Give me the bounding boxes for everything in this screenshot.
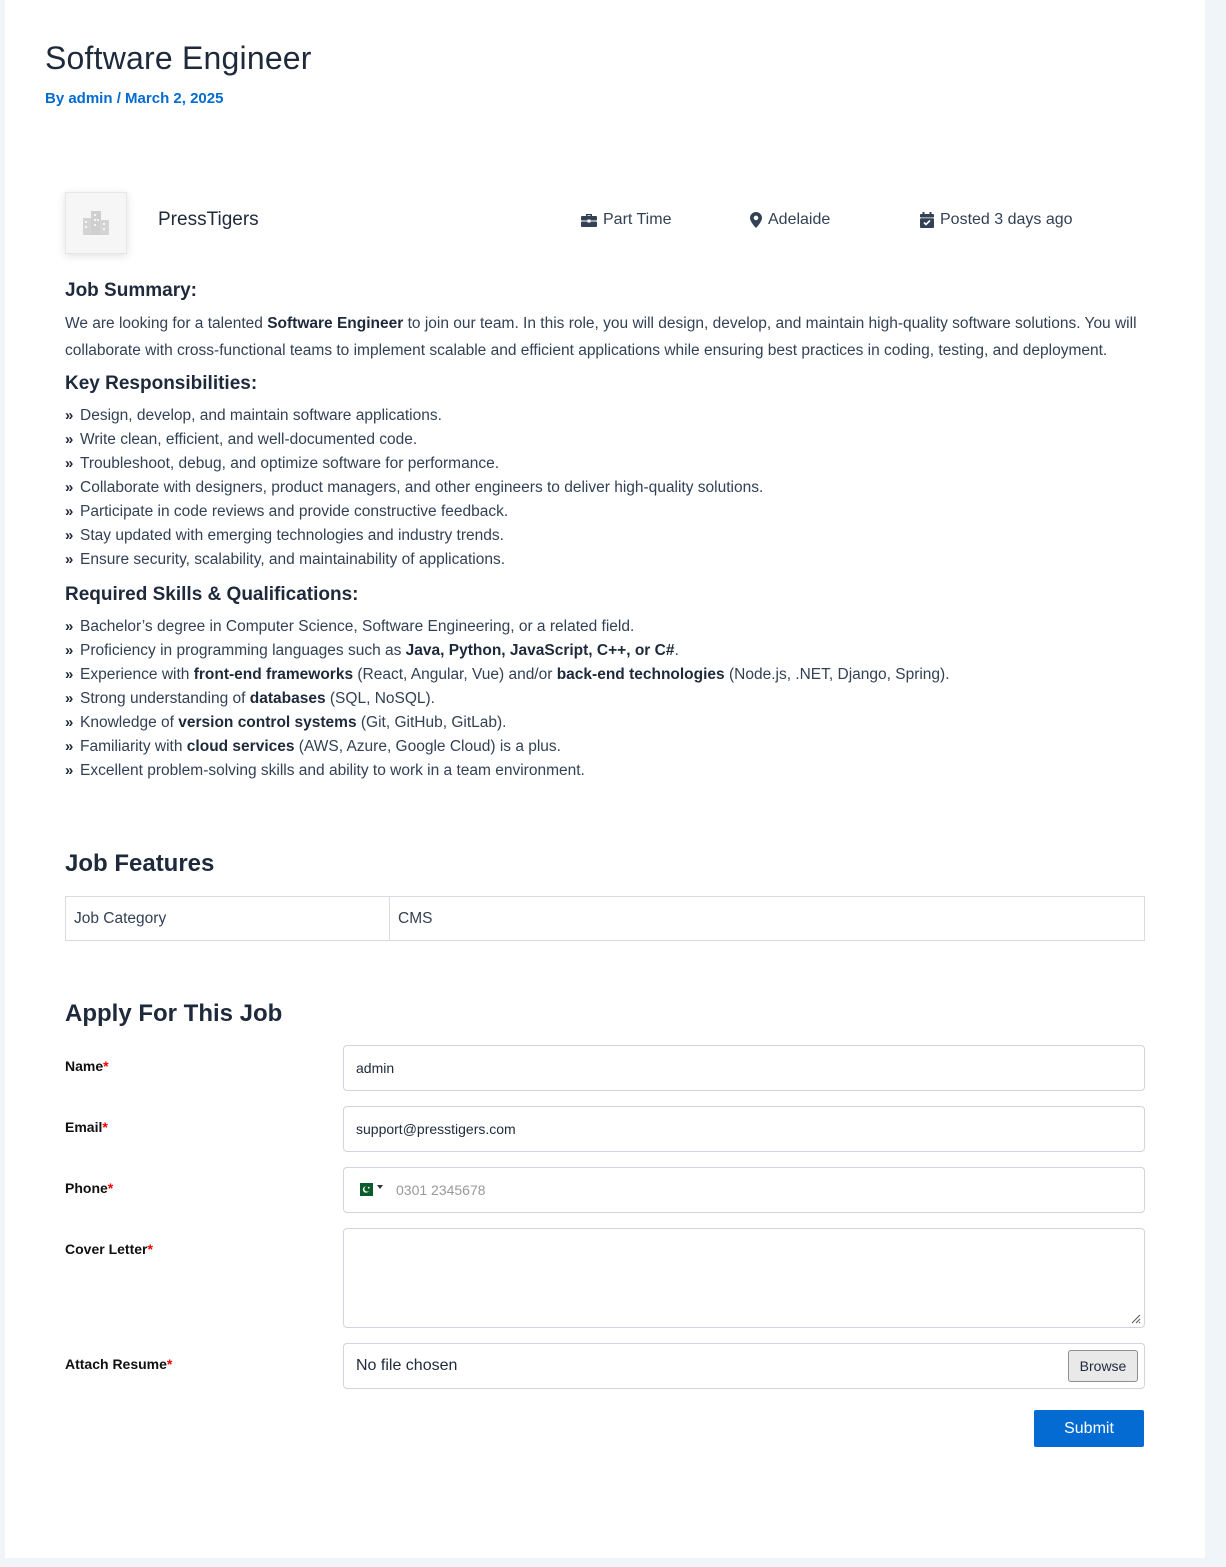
list-item [65,476,1145,500]
job-location-label: Adelaide [768,211,831,228]
author-prefix: By [45,90,69,107]
text-part: Strong understanding of [80,690,250,707]
table-row [66,897,1145,941]
briefcase-icon [581,213,597,227]
list-item [65,711,1145,735]
double-chevron-icon: » [65,618,74,635]
text-part: (Git, GitHub, GitLab). [356,714,507,731]
features-heading: Job Features [65,850,215,877]
phone-input[interactable] [384,1168,1144,1212]
summary-text-part: to join our team. In this role, you will design, develop, and maintain high-quality software solutions. You will collaborate with cross-functional teams to implement scalable and efficient applications while ensuring best practices in coding, testing, and deployment. [65,315,1137,359]
text-part: (SQL, NoSQL). [325,690,435,707]
label-text: Phone [65,1180,108,1196]
email-input[interactable] [344,1107,1144,1151]
double-chevron-icon: » [65,714,74,731]
required-mark: * [166,1356,173,1372]
name-field [343,1045,1145,1091]
double-chevron-icon: » [65,527,74,544]
name-input[interactable] [344,1046,1144,1090]
text-part: Knowledge of [80,714,179,731]
building-placeholder-icon [82,210,110,236]
label-text: Cover Letter [65,1241,148,1257]
double-chevron-icon: » [65,407,74,424]
required-mark: * [107,1180,114,1196]
text-bold: front-end frameworks [193,666,354,683]
list-item-text: Stay updated with emerging technologies and industry trends. [80,527,504,544]
country-dropdown-icon[interactable] [377,1185,383,1189]
list-item [65,500,1145,524]
list-item [65,663,1145,687]
summary-text-part: We are looking for a talented [65,315,268,332]
double-chevron-icon: » [65,666,74,683]
text-bold: cloud services [186,738,295,755]
double-chevron-icon: » [65,642,74,659]
email-label [65,1119,108,1135]
double-chevron-icon: » [65,479,74,496]
list-item-text [80,711,506,735]
text-part: (React, Angular, Vue) and/or [353,666,557,683]
list-item-text: Write clean, efficient, and well-documented code. [80,431,418,448]
map-marker-icon [750,212,762,228]
list-item [65,548,1145,572]
list-item [65,524,1145,548]
cover-letter-label [65,1241,153,1257]
resume-label [65,1356,172,1372]
resize-handle-icon[interactable] [1129,1312,1141,1324]
text-bold: version control systems [178,714,357,731]
phone-field [343,1167,1145,1213]
list-item-text [80,687,435,711]
crescent-star-icon [362,1185,371,1194]
post-date: March 2, 2025 [125,90,224,107]
job-type [581,211,671,229]
list-item-text: Ensure security, scalability, and maintainability of applications. [80,551,506,568]
list-item-text [80,639,679,663]
job-type-label: Part Time [603,211,672,228]
meta-separator: / [112,90,126,107]
list-item-text [80,663,950,687]
required-mark: * [147,1241,153,1257]
list-item-text: Collaborate with designers, product managers, and other engineers to deliver high-quality solutions. [80,479,764,496]
required-mark: * [102,1119,108,1135]
label-text: Name [65,1058,104,1074]
phone-input-wrap [384,1168,1144,1212]
summary-text [65,311,1145,364]
apply-heading: Apply For This Job [65,1000,283,1027]
label-text: Attach Resume [65,1356,167,1372]
list-item [65,615,1145,639]
double-chevron-icon: » [65,738,74,755]
submit-button[interactable]: Submit [1034,1410,1144,1447]
cover-letter-field [343,1228,1145,1328]
double-chevron-icon: » [65,762,74,779]
skills-list [65,615,1145,783]
text-bold: Java, Python, JavaScript, C++, or C# [405,642,675,659]
double-chevron-icon: » [65,503,74,520]
summary-text-bold: Software Engineer [267,315,404,332]
pakistan-flag-icon[interactable] [356,1183,373,1196]
list-item [65,452,1145,476]
list-item-text: Troubleshoot, debug, and optimize software for performance. [80,455,500,472]
email-field [343,1106,1145,1152]
feature-label: Job Category [66,897,390,941]
list-item-text: Bachelor’s degree in Computer Science, Software Engineering, or a related field. [80,618,635,635]
responsibilities-heading: Key Responsibilities: [65,373,258,394]
file-status: No file chosen [356,1357,458,1374]
list-item [65,428,1145,452]
calendar-check-icon [920,212,934,228]
resume-file-field[interactable] [343,1343,1145,1389]
job-description [65,280,1145,783]
browse-button[interactable]: Browse [1068,1350,1138,1382]
job-post-card [5,0,1205,1558]
author-link[interactable]: admin [68,90,113,107]
double-chevron-icon: » [65,690,74,707]
job-posted [920,211,1073,229]
job-posted-label: Posted 3 days ago [940,211,1073,228]
list-item-text: Design, develop, and maintain software applications. [80,407,442,424]
double-chevron-icon: » [65,455,74,472]
text-part: Familiarity with [80,738,187,755]
double-chevron-icon: » [65,431,74,448]
job-location [750,211,830,229]
phone-label [65,1180,113,1196]
text-part: . [674,642,679,659]
label-text: Email [65,1119,103,1135]
text-part: Experience with [80,666,194,683]
list-item-text [80,735,561,759]
text-part: Proficiency in programming languages such as [80,642,406,659]
name-label [65,1058,109,1074]
text-part: (AWS, Azure, Google Cloud) is a plus. [294,738,561,755]
list-item-text: Participate in code reviews and provide constructive feedback. [80,503,509,520]
company-logo [65,192,127,254]
skills-heading: Required Skills & Qualifications: [65,584,359,605]
list-item [65,735,1145,759]
text-part: (Node.js, .NET, Django, Spring). [724,666,950,683]
page-title: Software Engineer [45,40,312,76]
list-item [65,687,1145,711]
post-meta [45,90,223,107]
required-mark: * [103,1058,109,1074]
summary-heading: Job Summary: [65,280,197,301]
feature-value: CMS [390,897,1145,941]
list-item [65,759,1145,783]
list-item [65,404,1145,428]
text-bold: databases [249,690,326,707]
list-item-text: Excellent problem-solving skills and ability to work in a team environment. [80,762,585,779]
responsibilities-list [65,404,1145,572]
cover-letter-textarea[interactable] [344,1229,1144,1327]
text-bold: back-end technologies [556,666,725,683]
features-table [65,896,1145,941]
list-item [65,639,1145,663]
double-chevron-icon: » [65,551,74,568]
company-name: PressTigers [158,209,259,230]
